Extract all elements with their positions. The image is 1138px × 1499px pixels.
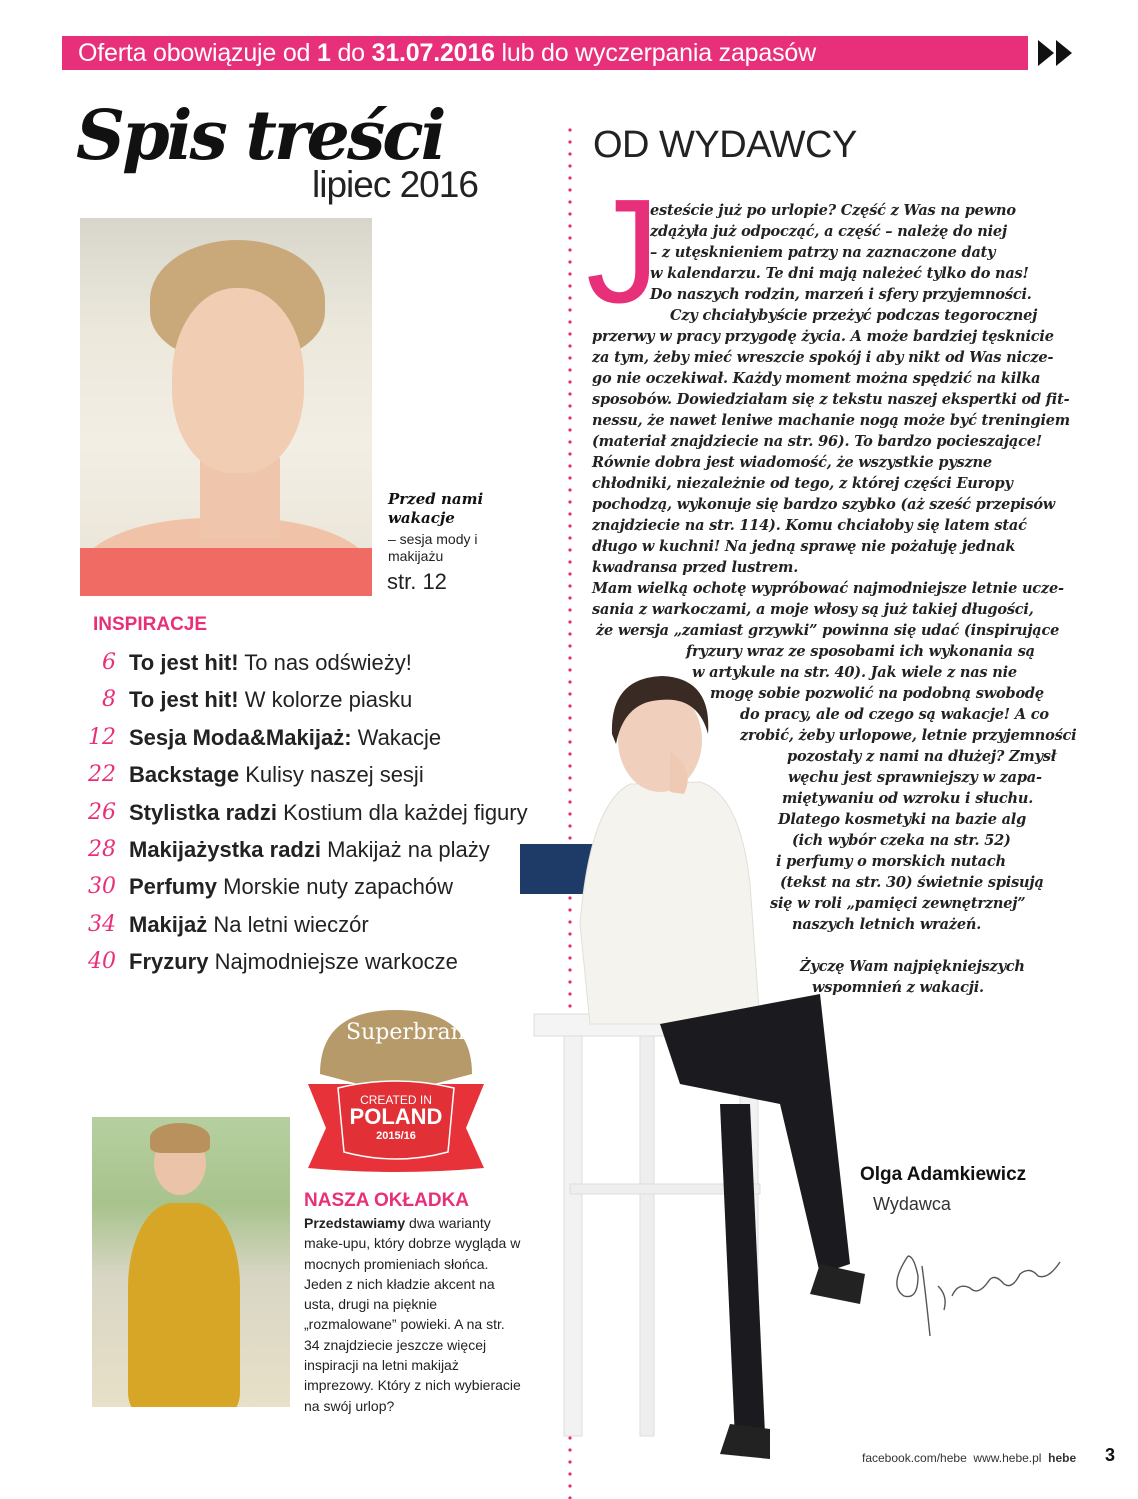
toc-item-text: Na letni wieczór (207, 911, 369, 937)
toc-item-text: To nas odświeży! (238, 650, 412, 675)
cover-photo[interactable] (92, 1117, 290, 1407)
editorial-line: Do naszych rodzin, marzeń i sfery przyjemności. (650, 286, 1032, 303)
page-title: Spis treści (76, 96, 444, 176)
toc-item-text: Morskie nuty zapachów (217, 874, 454, 900)
editorial-dropcap: J (586, 169, 660, 334)
editorial-line: w artykule na str. 40). Jak wiele z nas nie (692, 664, 1017, 681)
feature-portrait-photo[interactable] (80, 218, 372, 596)
editorial-line: fryzury wraz ze sposobami ich wykonania są (686, 643, 1035, 660)
toc-page-number: 40 (88, 949, 116, 975)
offer-mid: do (330, 39, 372, 67)
toc-list (86, 648, 536, 985)
toc-item[interactable] (86, 872, 536, 909)
toc-item[interactable] (86, 685, 536, 722)
editorial-line: się w roli „pamięci zewnętrznej” (770, 895, 1026, 912)
toc-item-text: Wakacje (351, 724, 442, 750)
toc-item[interactable] (86, 798, 536, 835)
badge-brand: Superbrands (346, 1020, 491, 1045)
toc-page-number: 12 (88, 724, 116, 750)
editorial-line: naszych letnich wrażeń. (792, 916, 982, 933)
toc-item-bold: Fryzury (129, 949, 209, 975)
editorial-line: znajdziecie na str. 114). Komu chciałoby się latem stać (592, 517, 1027, 534)
editorial-line: – z utęsknieniem patrzy na zaznaczone daty (650, 244, 996, 261)
editorial-line: Dlatego kosmetyki na bazie alg (778, 811, 1027, 828)
toc-item-text: Kostium dla każdej figury (276, 799, 528, 825)
badge-line2: POLAND (349, 1104, 443, 1129)
badge-line3: 2015/16 (376, 1130, 416, 1142)
editorial-line: chłodniki, niezależnie od tego, z której części Europy (592, 475, 1013, 492)
toc-page-number: 34 (88, 911, 116, 937)
editor-name: Olga Adamkiewicz (860, 1164, 1027, 1185)
editorial-line: długo w kuchni! Na jedną sprawę nie pożałuję jednak (592, 538, 1016, 555)
offer-from: 1 (317, 39, 331, 67)
toc-page-number: 28 (88, 836, 116, 862)
editor-role: Wydawca (873, 1194, 951, 1214)
toc-item[interactable] (86, 947, 536, 984)
editorial-line: Życzę Wam najpiękniejszych (800, 958, 1025, 975)
editorial-line: sposobów. Dowiedziałam się z tekstu naszej ekspertki od fit- (592, 391, 1070, 408)
toc-item[interactable] (86, 835, 536, 872)
footer-facebook[interactable]: facebook.com/hebe (862, 1451, 967, 1465)
section-heading-inspiracje: INSPIRACJE (93, 614, 208, 635)
toc-page-number: 30 (88, 874, 116, 900)
footer-links (862, 1451, 1076, 1465)
editorial-line: mogę sobie pozwolić na podobną swobodę (710, 685, 1044, 702)
signature-icon (878, 1226, 1078, 1356)
editorial-line: sania z warkoczami, a moje włosy są już takiej długości, (592, 601, 1034, 618)
offer-to: 31.07.2016 (371, 39, 495, 67)
editorial-line: w kalendarzu. Te dni mają należeć tylko do nas! (650, 265, 1029, 282)
toc-item-text: W kolorze piasku (238, 687, 413, 713)
toc-item-text: Najmodniejsze warkocze (208, 949, 458, 975)
toc-page-number: 22 (88, 762, 116, 788)
editorial-line: (ich wybór czeka na str. 52) (792, 832, 1011, 849)
editorial-line: pochodzą, wykonuje się bardzo szybko (aż sześć przepisów (592, 496, 1056, 513)
toc-item[interactable] (86, 910, 536, 947)
page-number: 3 (1105, 1445, 1116, 1465)
toc-item-bold: Backstage (129, 762, 240, 788)
cover-body: dwa warianty make-upu, który dobrze wygląda w mocnych promieniach słońca. Jeden z nich kładzie akcent na usta, drugi na pięknie „rozmalowane” powieki. A na str. 34 znajdziecie jeszcze więcej inspiracji na letni makijaż imprezowy. Który z nich wybieracie na swój urlop? (304, 1215, 521, 1414)
toc-item[interactable] (86, 760, 536, 797)
editorial-line: (materiał znajdziecie na str. 96). To bardzo pocieszające! (592, 433, 1042, 450)
toc-page-number: 6 (102, 650, 116, 675)
toc-item-bold: Makijażystka radzi (129, 836, 321, 862)
toc-item[interactable] (86, 723, 536, 760)
editorial-line: węchu jest sprawniejszy w zapa- (788, 769, 1042, 786)
toc-item[interactable] (86, 648, 536, 685)
editorial-line: Mam wielką ochotę wypróbować najmodniejsze letnie ucze- (592, 580, 1064, 597)
toc-item-text: Kulisy naszej sesji (239, 762, 424, 788)
editorial-line: zdążyła już odpocząć, a część – należę do niej (650, 223, 1007, 240)
editorial-heading: OD WYDAWCY (593, 124, 857, 166)
toc-item-bold: Stylistka radzi (129, 799, 277, 825)
toc-item-bold: Sesja Moda&Makijaż: (129, 724, 352, 750)
toc-item-text: Makijaż na plaży (320, 836, 490, 862)
footer-website[interactable]: www.hebe.pl (973, 1451, 1042, 1465)
editorial-line: go nie oczekiwał. Każdy moment można spędzić na kilka (592, 370, 1041, 387)
cover-text (304, 1213, 522, 1416)
feature-caption-title: Przed nami wakacje (388, 490, 484, 527)
editorial-line: wspomnień z wakacji. (812, 979, 984, 996)
editorial-line: do pracy, ale od czego są wakacje! A co (740, 706, 1049, 723)
toc-item-bold: To jest hit! (129, 650, 239, 675)
editorial-line: i perfumy o morskich nutach (776, 853, 1006, 870)
editorial-line: za tym, żeby mieć wreszcie spokój i aby nikt od Was nicze- (592, 349, 1054, 366)
toc-page-number: 8 (102, 687, 116, 713)
editorial-line: esteście już po urlopie? Część z Was na pewno (650, 202, 1016, 219)
offer-prefix: Oferta obowiązuje od (78, 39, 318, 67)
feature-caption-desc: – sesja mody i makijażu (388, 531, 478, 564)
editorial-line: że wersja „zamiast grzywki” powinna się udać (inspirujące (596, 622, 1060, 639)
offer-banner (62, 36, 1028, 70)
footer-brand: hebe (1048, 1451, 1077, 1465)
editorial-line: przerwy w pracy przygodę życia. A może bardziej tęsknicie (592, 328, 1054, 345)
cover-lead: Przedstawiamy (304, 1215, 406, 1231)
feature-caption-page: str. 12 (387, 569, 447, 594)
editorial-line: miętywaniu od wzroku i słuchu. (782, 790, 1034, 807)
cover-heading: NASZA OKŁADKA (304, 1190, 470, 1211)
editorial-line: nessu, że nawet leniwe machanie nogą może być treningiem (592, 412, 1070, 429)
toc-item-bold: To jest hit! (129, 687, 239, 713)
page-subtitle: lipiec 2016 (312, 164, 478, 205)
toc-item-bold: Perfumy (129, 874, 218, 900)
editorial-line: (tekst na str. 30) świetnie spisują (780, 874, 1044, 891)
editorial-line: kwadransa przed lustrem. (592, 559, 799, 576)
editorial-line: Czy chciałybyście przeżyć podczas tegorocznej (670, 307, 1038, 324)
toc-item-bold: Makijaż (129, 911, 208, 937)
editorial-line: Równie dobra jest wiadomość, że wszystkie pyszne (592, 454, 992, 471)
offer-suffix: lub do wyczerpania zapasów (494, 39, 816, 67)
next-page-arrows-icon[interactable] (1038, 38, 1078, 68)
badge-line1: CREATED IN (360, 1093, 432, 1107)
toc-page-number: 26 (88, 799, 116, 825)
editorial-line: zrobić, żeby urlopowe, letnie przyjemności (740, 727, 1077, 744)
editorial-line: pozostały z nami na dłużej? Zmysł (787, 748, 1057, 765)
